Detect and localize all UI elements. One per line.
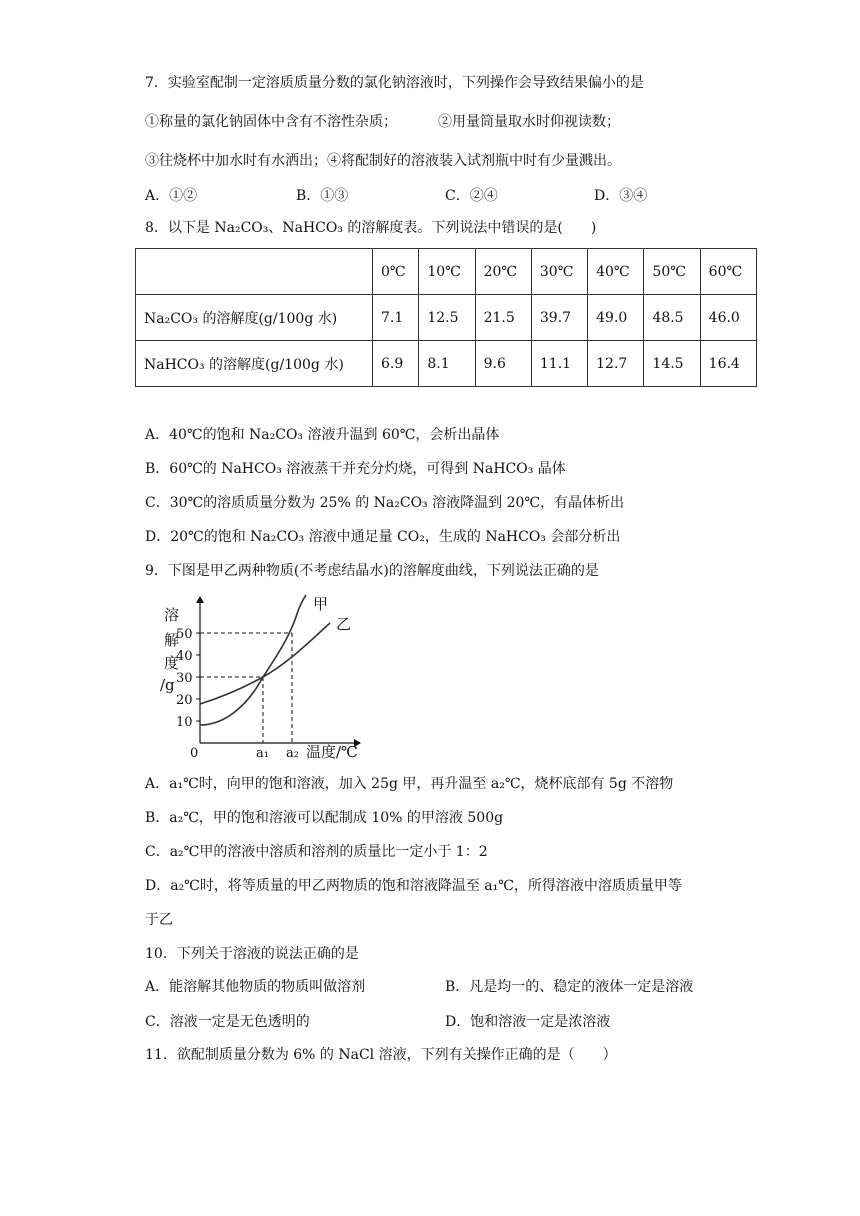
table-cell: 21.5 [475, 295, 531, 341]
q9-option-d-continued: 于乙 [145, 912, 173, 928]
table-header-row [136, 249, 757, 295]
y-tick-label: 30 [176, 671, 193, 686]
table-cell: 39.7 [531, 295, 587, 341]
table-cell: 46.0 [700, 295, 756, 341]
curve-jia [200, 595, 306, 725]
q7-stem: 7．实验室配制一定溶质质量分数的氯化钠溶液时，下列操作会导致结果偏小的是 [145, 75, 644, 91]
table-cell: 14.5 [644, 341, 700, 387]
q10-stem: 10．下列关于溶液的说法正确的是 [145, 946, 359, 962]
solubility-curve-graph [150, 593, 365, 763]
table-cell: 0℃ [373, 249, 419, 295]
table-cell: Na₂CO₃ 的溶解度(g/100g 水) [136, 295, 373, 341]
q11-stem: 11．欲配制质量分数为 6% 的 NaCl 溶液，下列有关操作正确的是（ ） [145, 1047, 617, 1063]
table-cell: 60℃ [700, 249, 756, 295]
q8-option-d: D．20℃的饱和 Na₂CO₃ 溶液中通足量 CO₂，生成的 NaHCO₃ 会部分析出 [145, 529, 621, 545]
q7-option-b: B．①③ [296, 188, 349, 204]
q8-option-c: C．30℃的溶质质量分数为 25% 的 Na₂CO₃ 溶液降温到 20℃，有晶体析出 [145, 495, 625, 511]
table-cell: 6.9 [373, 341, 419, 387]
q8-option-b: B．60℃的 NaHCO₃ 溶液蒸干并充分灼烧，可得到 NaHCO₃ 晶体 [145, 461, 566, 477]
table-cell [136, 249, 373, 295]
q10-option-a: A．能溶解其他物质的物质叫做溶剂 [145, 979, 366, 995]
table-cell: 11.1 [531, 341, 587, 387]
table-cell: NaHCO₃ 的溶解度(g/100g 水) [136, 341, 373, 387]
q7-items-3-4: ③往烧杯中加水时有水洒出；④将配制好的溶液装入试剂瓶中时有少量溅出。 [145, 153, 621, 169]
q9-option-c: C．a₂℃甲的溶液中溶质和溶剂的质量比一定小于 1：2 [145, 844, 488, 860]
x-tick-label: a₂ [286, 746, 299, 761]
table-cell: 7.1 [373, 295, 419, 341]
y-label-char: 解 [164, 631, 180, 649]
y-tick-label: 20 [176, 693, 193, 708]
table-cell: 12.5 [419, 295, 475, 341]
q7-item-1: ①称量的氯化钠固体中含有不溶性杂质； [145, 114, 397, 130]
curve-yi [200, 623, 330, 704]
table-cell: 8.1 [419, 341, 475, 387]
y-label-char: 度 [164, 654, 180, 672]
q9-stem: 9．下图是甲乙两种物质(不考虑结晶水)的溶解度曲线，下列说法正确的是 [145, 563, 599, 579]
q7-item-2: ②用量筒量取水时仰视读数； [438, 114, 620, 130]
table-row [136, 295, 757, 341]
q7-option-c: C．②④ [445, 188, 498, 204]
table-cell: 40℃ [588, 249, 644, 295]
table-cell: 10℃ [419, 249, 475, 295]
table-cell: 30℃ [531, 249, 587, 295]
table-row [136, 341, 757, 387]
y-label-char: /g [160, 676, 175, 694]
x-axis-label: 温度/℃ [306, 743, 358, 761]
y-tick-label: 40 [176, 649, 193, 664]
q7-option-d: D．③④ [594, 188, 648, 204]
series-label-yi: 乙 [336, 615, 352, 633]
solubility-table [135, 248, 757, 387]
table-cell: 50℃ [644, 249, 700, 295]
table-cell: 20℃ [475, 249, 531, 295]
table-cell: 12.7 [588, 341, 644, 387]
q10-option-d: D．饱和溶液一定是浓溶液 [445, 1014, 611, 1030]
y-label-char: 溶 [164, 606, 180, 624]
x-tick-label: a₁ [256, 746, 269, 761]
q9-option-b: B．a₂℃，甲的饱和溶液可以配制成 10% 的甲溶液 500g [145, 810, 504, 826]
series-label-jia: 甲 [313, 595, 329, 613]
table-cell: 16.4 [700, 341, 756, 387]
y-tick-label: 50 [176, 627, 193, 642]
origin-label: 0 [190, 746, 199, 761]
q9-option-a: A．a₁℃时，向甲的饱和溶液，加入 25g 甲，再升温至 a₂℃，烧杯底部有 5g 不溶物 [145, 776, 674, 792]
y-tick-label: 10 [176, 715, 193, 730]
table-cell: 49.0 [588, 295, 644, 341]
table-cell: 48.5 [644, 295, 700, 341]
q9-option-d: D．a₂℃时，将等质量的甲乙两物质的饱和溶液降温至 a₁℃，所得溶液中溶质质量甲等 [145, 878, 682, 894]
q10-option-b: B．凡是均一的、稳定的液体一定是溶液 [445, 979, 694, 995]
q8-stem: 8．以下是 Na₂CO₃、NaHCO₃ 的溶解度表。下列说法中错误的是( ) [145, 220, 597, 236]
table-cell: 9.6 [475, 341, 531, 387]
q10-option-c: C．溶液一定是无色透明的 [145, 1014, 310, 1030]
q7-option-a: A．①② [145, 188, 198, 204]
q8-option-a: A．40℃的饱和 Na₂CO₃ 溶液升温到 60℃，会析出晶体 [145, 427, 500, 443]
